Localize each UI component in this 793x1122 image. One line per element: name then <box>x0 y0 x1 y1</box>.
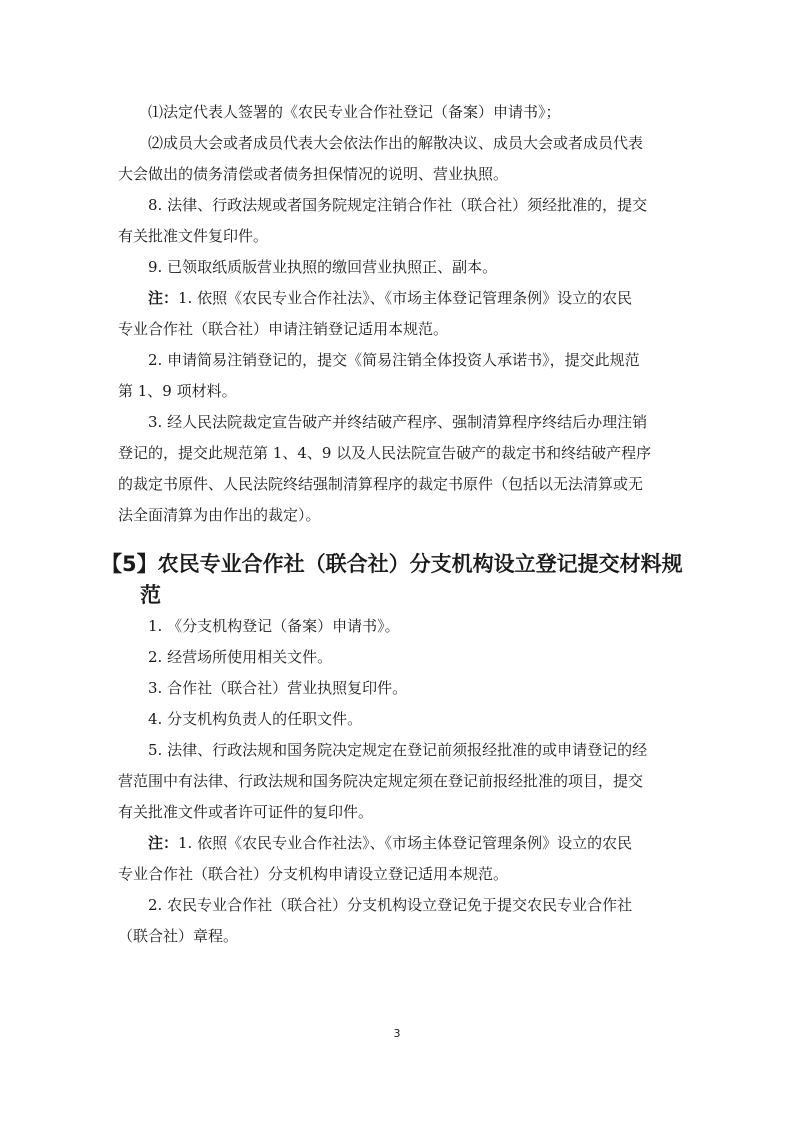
note-line: 3. 经人民法院裁定宣告破产并终结破产程序、强制清算程序终结后办理注销 <box>148 413 648 431</box>
paragraph-line: 大会做出的债务清偿或者债务担保情况的说明、营业执照。 <box>118 165 509 183</box>
paragraph-line: 有关批准文件复印件。 <box>118 227 269 245</box>
paragraph-line: 8. 法律、行政法规或者国务院规定注销合作社（联合社）须经批准的，提交 <box>148 196 648 214</box>
list-item: 1. 《分支机构登记（备案）申请书》。 <box>148 617 400 635</box>
note-text: 1. 依照《农民专业合作社法》、《市场主体登记管理条例》设立的农民 <box>178 289 633 307</box>
note-line <box>148 828 632 858</box>
list-item: 5. 法律、行政法规和国务院决定规定在登记前须报经批准的或申请登记的经 <box>148 741 648 759</box>
section-heading-continued: 范 <box>140 583 161 607</box>
list-item-continued: 营范围中有法律、行政法规和国务院决定规定须在登记前报经批准的项目，提交 <box>118 772 644 790</box>
paragraph-line: ⑵成员大会或者成员代表大会依法作出的解散决议、成员大会或者成员代表 <box>148 134 644 152</box>
list-item: 4. 分支机构负责人的任职文件。 <box>148 710 363 728</box>
note-line: 登记的，提交此规范第 1、4、9 以及人民法院宣告破产的裁定书和终结破产程序 <box>118 444 652 462</box>
note-label: 注： <box>148 834 179 852</box>
paragraph-line: 9. 已领取纸质版营业执照的缴回营业执照正、副本。 <box>148 258 498 276</box>
section-heading: 【5】农民专业合作社（联合社）分支机构设立登记提交材料规 <box>101 552 683 576</box>
page-number: 3 <box>393 1027 401 1040</box>
note-text: 1. 依照《农民专业合作社法》、《市场主体登记管理条例》设立的农民 <box>178 834 633 852</box>
paragraph-line: ⑴法定代表人签署的《农民专业合作社登记（备案）申请书》； <box>148 103 561 121</box>
list-item: 3. 合作社（联合社）营业执照复印件。 <box>148 679 408 697</box>
list-item: 2. 经营场所使用相关文件。 <box>148 648 333 666</box>
note-line: （联合社）章程。 <box>118 927 239 945</box>
note-line: 法全面清算为由作出的裁定）。 <box>118 506 321 524</box>
note-line: 专业合作社（联合社）申请注销登记适用本规范。 <box>118 320 449 338</box>
note-line: 2. 申请简易注销登记的，提交《简易注销全体投资人承诺书》，提交此规范 <box>148 351 640 369</box>
list-item-continued: 有关批准文件或者许可证件的复印件。 <box>118 803 374 821</box>
note-line: 第 1、9 项材料。 <box>118 382 237 400</box>
note-line <box>148 283 632 313</box>
note-line: 专业合作社（联合社）分支机构申请设立登记适用本规范。 <box>118 865 509 883</box>
note-line: 的裁定书原件、人民法院终结强制清算程序的裁定书原件（包括以无法清算或无 <box>118 475 644 493</box>
note-line: 2. 农民专业合作社（联合社）分支机构设立登记免于提交农民专业合作社 <box>148 896 633 914</box>
note-label: 注： <box>148 289 179 307</box>
